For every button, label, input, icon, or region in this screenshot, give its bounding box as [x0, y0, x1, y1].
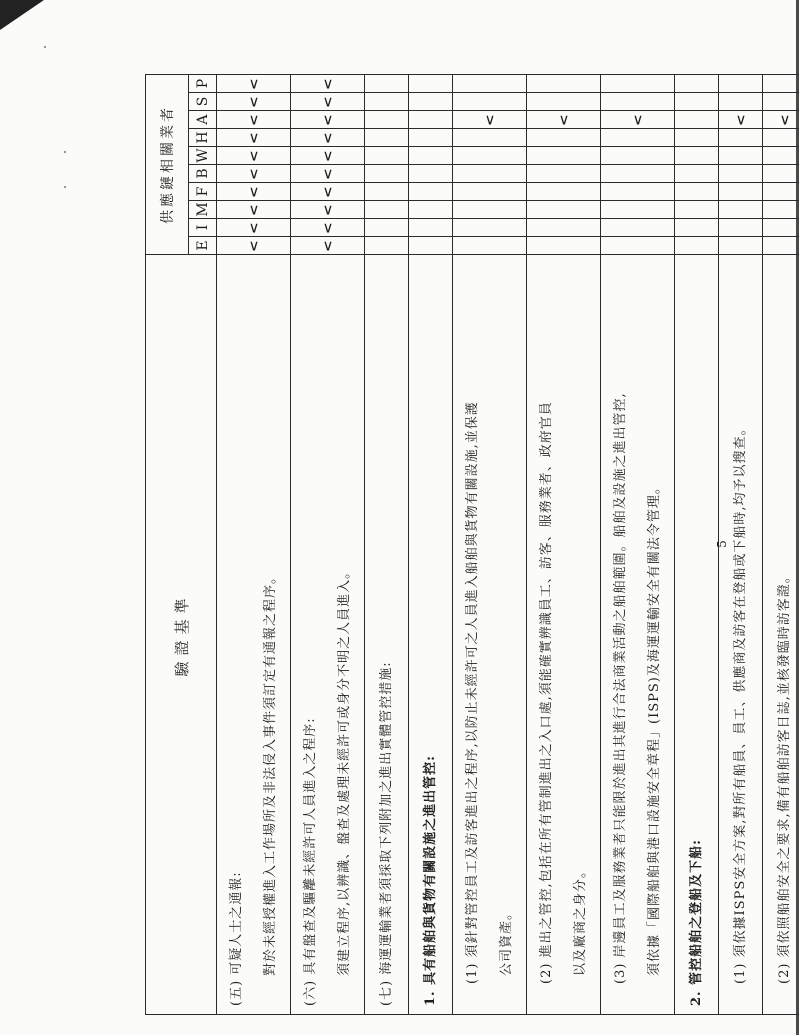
criteria-text	[763, 255, 799, 1015]
check-cell-w	[675, 147, 719, 165]
check-cell-h	[409, 129, 453, 147]
check-cell-b	[527, 165, 601, 183]
check-mark: ∨	[248, 200, 259, 219]
check-cell-a	[719, 111, 763, 129]
check-cell-b	[601, 165, 675, 183]
check-cell-e	[527, 237, 601, 255]
scan-corner-mark	[0, 0, 44, 44]
criteria-line: 對於未經授權進入工作場所及非法侵入事件須訂定有通報之程序。	[262, 569, 278, 976]
check-mark: ∨	[779, 110, 790, 129]
column-header-a: A	[189, 111, 217, 129]
check-cell-f	[763, 183, 799, 201]
check-cell-m	[409, 201, 453, 219]
criteria-line: (3) 岸邊員工及服務業者只能限於進出其進行合法商業活動之船舶範圍。船舶及設施之進出管控,	[612, 392, 628, 984]
criteria-text	[601, 255, 675, 1015]
check-cell-b	[453, 165, 527, 183]
check-cell-s	[527, 93, 601, 111]
check-cell-e	[365, 237, 409, 255]
column-header-e: E	[189, 237, 217, 255]
check-cell-e	[291, 237, 365, 255]
check-cell-w	[719, 147, 763, 165]
criteria-line: (2) 須依照船舶安全之要求,備有船舶訪客日誌,並核發臨時訪客證。	[776, 569, 792, 984]
check-cell-w	[453, 147, 527, 165]
column-header-f: F	[189, 183, 217, 201]
column-header-h: H	[189, 129, 217, 147]
check-mark: ∨	[248, 110, 259, 129]
check-cell-p	[719, 75, 763, 93]
column-header-p: P	[189, 75, 217, 93]
check-cell-a	[365, 111, 409, 129]
check-cell-p	[409, 75, 453, 93]
check-cell-m	[365, 201, 409, 219]
criteria-row	[601, 75, 675, 1015]
check-cell-h	[675, 129, 719, 147]
criteria-line: 1. 具有船舶與貨物有關設施之進出管控:	[422, 755, 438, 1006]
check-cell-f	[601, 183, 675, 201]
check-cell-h	[527, 129, 601, 147]
check-mark: ∨	[248, 182, 259, 201]
check-cell-p	[763, 75, 799, 93]
check-cell-s	[763, 93, 799, 111]
check-cell-w	[409, 147, 453, 165]
verification-criteria-table	[145, 74, 799, 1015]
check-mark: ∨	[248, 92, 259, 111]
check-mark: ∨	[322, 128, 333, 147]
page-number: 5	[714, 540, 729, 548]
check-cell-w	[365, 147, 409, 165]
check-cell-a	[763, 111, 799, 129]
criteria-text	[527, 255, 601, 1015]
check-cell-h	[217, 129, 291, 147]
column-header-i: I	[189, 219, 217, 237]
check-cell-h	[365, 129, 409, 147]
criteria-text	[409, 255, 453, 1015]
column-header-m: M	[189, 201, 217, 219]
criteria-row	[291, 75, 365, 1015]
check-mark: ∨	[248, 146, 259, 165]
check-cell-e	[217, 237, 291, 255]
check-cell-f	[675, 183, 719, 201]
criteria-line: (2) 進出之管控,包括在所有管制進出之入口處,須能確實辨識員工、訪客、服務業者、政府官員	[538, 401, 554, 984]
check-cell-e	[719, 237, 763, 255]
check-mark: ∨	[322, 182, 333, 201]
criteria-row	[675, 75, 719, 1015]
check-cell-w	[763, 147, 799, 165]
criteria-row	[527, 75, 601, 1015]
scan-speck	[64, 186, 66, 188]
check-mark: ∨	[322, 146, 333, 165]
check-cell-h	[291, 129, 365, 147]
check-cell-p	[217, 75, 291, 93]
check-cell-s	[365, 93, 409, 111]
check-cell-h	[601, 129, 675, 147]
criteria-row	[453, 75, 527, 1015]
check-mark: ∨	[558, 110, 569, 129]
check-mark: ∨	[322, 200, 333, 219]
check-cell-w	[527, 147, 601, 165]
check-cell-i	[719, 219, 763, 237]
check-cell-i	[409, 219, 453, 237]
check-cell-i	[291, 219, 365, 237]
check-cell-i	[527, 219, 601, 237]
check-cell-b	[763, 165, 799, 183]
check-mark: ∨	[322, 236, 333, 255]
criteria-line: (七) 海運運輸業者須採取下列附加之進出實體管控措施:	[378, 661, 394, 1006]
check-cell-m	[453, 201, 527, 219]
check-cell-a	[601, 111, 675, 129]
check-cell-b	[719, 165, 763, 183]
check-mark: ∨	[248, 128, 259, 147]
check-cell-m	[763, 201, 799, 219]
check-cell-i	[365, 219, 409, 237]
check-cell-i	[601, 219, 675, 237]
criteria-header: 驗證基準	[146, 255, 217, 1015]
rotated-page	[145, 74, 792, 1015]
check-mark: ∨	[322, 218, 333, 237]
scan-speck	[44, 46, 46, 48]
check-cell-a	[409, 111, 453, 129]
check-cell-b	[409, 165, 453, 183]
criteria-line: (六) 具有盤查及驅離未經許可人員進入之程序:	[302, 717, 318, 1006]
check-cell-f	[527, 183, 601, 201]
check-cell-i	[675, 219, 719, 237]
check-cell-h	[719, 129, 763, 147]
check-cell-h	[763, 129, 799, 147]
check-cell-m	[291, 201, 365, 219]
column-header-b: B	[189, 165, 217, 183]
check-cell-b	[291, 165, 365, 183]
check-cell-a	[291, 111, 365, 129]
check-cell-i	[453, 219, 527, 237]
check-cell-m	[601, 201, 675, 219]
check-mark: ∨	[322, 74, 333, 93]
check-cell-s	[453, 93, 527, 111]
check-cell-s	[719, 93, 763, 111]
check-cell-p	[453, 75, 527, 93]
criteria-text	[217, 255, 291, 1015]
check-cell-p	[601, 75, 675, 93]
criteria-row	[763, 75, 799, 1015]
check-cell-e	[601, 237, 675, 255]
check-cell-a	[527, 111, 601, 129]
check-cell-e	[409, 237, 453, 255]
scan-speck	[64, 151, 66, 153]
check-mark: ∨	[248, 236, 259, 255]
criteria-line: 以及廠商之身分。	[572, 863, 588, 976]
check-cell-w	[291, 147, 365, 165]
criteria-line: 公司資產。	[498, 905, 514, 976]
check-mark: ∨	[248, 164, 259, 183]
check-cell-f	[719, 183, 763, 201]
check-cell-s	[675, 93, 719, 111]
check-cell-s	[601, 93, 675, 111]
check-cell-a	[453, 111, 527, 129]
check-cell-s	[409, 93, 453, 111]
check-cell-h	[453, 129, 527, 147]
check-cell-m	[675, 201, 719, 219]
criteria-row	[217, 75, 291, 1015]
check-cell-i	[217, 219, 291, 237]
check-cell-a	[675, 111, 719, 129]
criteria-line: 須依據「國際船舶與港口設施安全章程」(ISPS)及海運運輸安全有關法令管理。	[646, 480, 662, 976]
check-mark: ∨	[322, 110, 333, 129]
check-cell-m	[217, 201, 291, 219]
check-mark: ∨	[248, 74, 259, 93]
check-cell-e	[453, 237, 527, 255]
check-cell-e	[763, 237, 799, 255]
criteria-text	[365, 255, 409, 1015]
criteria-text	[719, 255, 763, 1015]
check-cell-f	[409, 183, 453, 201]
check-cell-m	[719, 201, 763, 219]
check-cell-b	[217, 165, 291, 183]
check-mark: ∨	[322, 164, 333, 183]
check-cell-f	[291, 183, 365, 201]
check-cell-b	[365, 165, 409, 183]
check-cell-i	[763, 219, 799, 237]
criteria-text	[453, 255, 527, 1015]
check-cell-m	[527, 201, 601, 219]
check-cell-p	[675, 75, 719, 93]
check-cell-f	[217, 183, 291, 201]
criteria-line: (1) 須依據ISPS安全方案,對所有船員、員工、供應商及訪客在登船或下船時,均予以搜查。	[732, 421, 748, 984]
check-cell-w	[217, 147, 291, 165]
criteria-line: (五) 可疑人士之通報:	[228, 871, 244, 1006]
column-header-w: W	[189, 147, 217, 165]
column-header-s: S	[189, 93, 217, 111]
check-mark: ∨	[322, 92, 333, 111]
check-cell-a	[217, 111, 291, 129]
check-cell-w	[601, 147, 675, 165]
check-mark: ∨	[632, 110, 643, 129]
criteria-line: 須建立程序,以辨識、盤查及處理未經許可或身分不明之人員進入。	[336, 564, 352, 976]
criteria-row	[365, 75, 409, 1015]
check-cell-p	[527, 75, 601, 93]
check-cell-b	[675, 165, 719, 183]
criteria-line: (1) 須針對管控員工及訪客進出之程序,以防止未經許可之人員進入船舶與貨物有關設施,並保護	[464, 401, 480, 984]
check-mark: ∨	[735, 110, 746, 129]
supply-chain-header: 供應鏈相關業者	[146, 75, 189, 255]
criteria-line: 2. 管控船舶之登船及下船:	[688, 839, 704, 1006]
criteria-text	[675, 255, 719, 1015]
check-cell-p	[365, 75, 409, 93]
check-mark: ∨	[484, 110, 495, 129]
check-mark: ∨	[248, 218, 259, 237]
criteria-row	[409, 75, 453, 1015]
check-cell-s	[217, 93, 291, 111]
check-cell-p	[291, 75, 365, 93]
check-cell-e	[675, 237, 719, 255]
check-cell-f	[365, 183, 409, 201]
check-cell-s	[291, 93, 365, 111]
check-cell-f	[453, 183, 527, 201]
criteria-text	[291, 255, 365, 1015]
